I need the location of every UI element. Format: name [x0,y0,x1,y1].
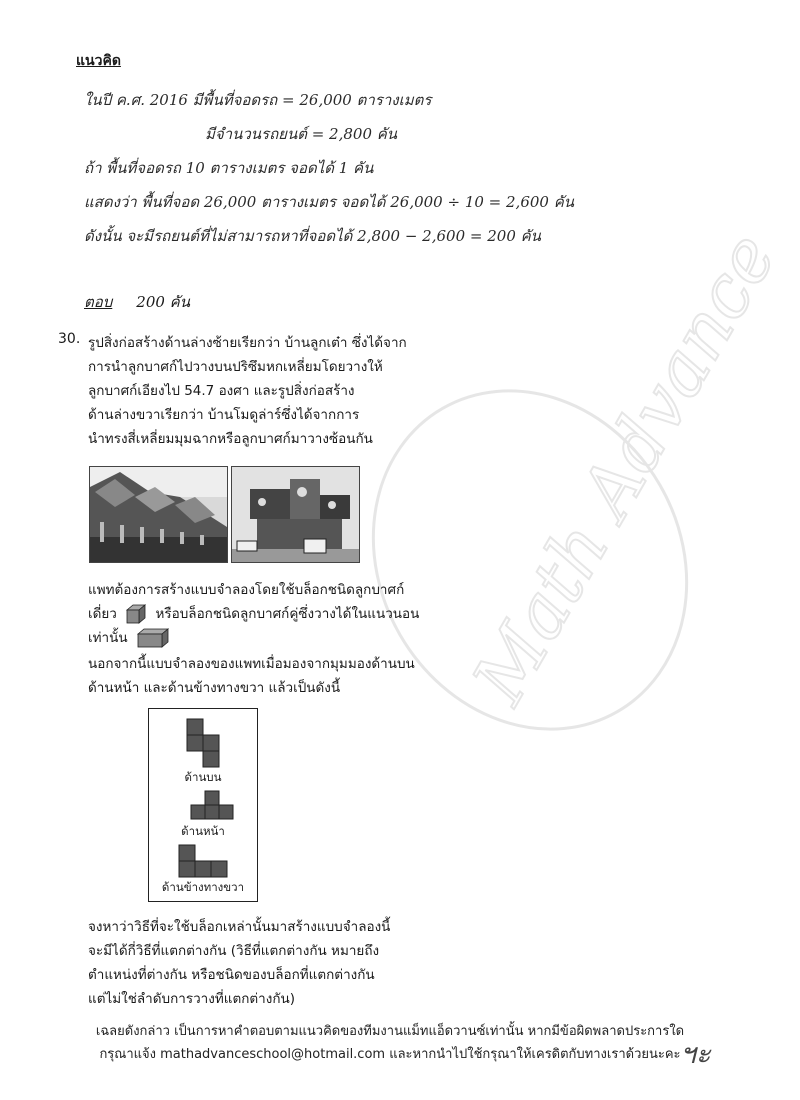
views-intro-line: ด้านหน้า และด้านข้างทางขวา แล้วเป็นดังนี้ [88,680,341,696]
solution-line: แสดงว่า พื้นที่จอด 26,000 ตารางเมตร จอดได้ 26,000 ÷ 10 = 2,600 คัน [84,193,575,211]
question-ask-line: แต่ไม่ใช่ลำดับการวางที่แตกต่างกัน) [88,991,296,1007]
solution-line: มีจำนวนรถยนต์ = 2,800 คัน [205,125,398,143]
front-view-caption: ด้านหน้า [181,824,225,838]
footer-note [70,1020,710,1066]
watermark-logo [360,219,793,750]
answer [84,290,190,314]
question-intro-line: ลูกบาศก์เอียงไป 54.7 องศา และรูปสิ่งก่อสร้าง [88,383,355,399]
footer-line: กรุณาแจ้ง mathadvanceschool@hotmail.com และหากนำไปใช้กรุณาให้เครดิตกับทางเราด้วยนะคะ [99,1047,681,1062]
block-line-2 [88,602,419,624]
block-line-3 [88,626,174,648]
right-view-figure [177,843,233,879]
answer-value: 200 คัน [136,293,190,311]
views-box [148,708,258,902]
footer-line: เฉลยดังกล่าว เป็นการหาคำตอบตามแนวคิดของทีมงานแม็ทแอ็ดวานซ์เท่านั้น หากมีข้อผิดพลาดประการใด [95,1024,685,1039]
answer-label: ตอบ [84,293,113,311]
top-view-figure [185,717,229,769]
top-view-caption: ด้านบน [184,770,222,784]
question-intro-line: นำทรงสี่เหลี่ยมมุมฉากหรือลูกบาศก์มาวางซ้อนกัน [88,431,373,447]
block-line: แพทต้องการสร้างแบบจำลองโดยใช้บล็อกชนิดลูกบาศก์ [88,582,405,598]
front-view-figure [189,789,237,825]
question-ask-line: ตำแหน่งที่ต่างกัน หรือชนิดของบล็อกที่แตกต่างกัน [88,967,375,983]
modular-house-photo [231,466,360,563]
single-cube-icon [125,604,147,624]
question-number: 30. [58,331,81,347]
question-ask-line: จงหาว่าวิธีที่จะใช้บล็อกเหล่านั้นมาสร้างแบบจำลองนี้ [88,919,391,935]
double-cube-icon [136,628,170,648]
watermark-text: Math Advance [456,219,793,717]
solution-line: ดังนั้น จะมีรถยนต์ที่ไม่สามารถหาที่จอดได้ 2,800 − 2,600 = 200 คัน [84,227,541,245]
block-double-label: หรือบล็อกชนิดลูกบาศก์คู่ซึ่งวางได้ในแนวนอน [155,606,420,622]
solution-line: ในปี ค.ศ. 2016 มีพื้นที่จอดรถ = 26,000 ตารางเมตร [84,91,432,109]
right-view-caption: ด้านข้างทางขวา [161,880,245,894]
solution-line: ถ้า พื้นที่จอดรถ 10 ตารางเมตร จอดได้ 1 คัน [84,159,374,177]
question-intro-line: รูปสิ่งก่อสร้างด้านล่างซ้ายเรียกว่า บ้านลูกเต๋า ซึ่งได้จาก [88,335,407,351]
question-intro-line: ด้านล่างขวาเรียกว่า บ้านโมดูล่าร์ซึ่งได้จากการ [88,407,360,423]
question-intro-line: การนำลูกบาศก์ไปวางบนปริซึมหกเหลี่ยมโดยวางให้ [88,359,383,375]
block-single-label: เดี่ยว [88,606,117,622]
cube-house-photo [89,466,228,563]
views-intro-line: นอกจากนี้แบบจำลองของแพทเมื่อมองจากมุมมองด้านบน [88,656,415,672]
solution-heading: แนวคิด [76,53,121,69]
page-mark: ฯะ [680,1037,711,1070]
question-ask-line: จะมีได้กี่วิธีที่แตกต่างกัน (วิธีที่แตกต่างกัน หมายถึง [88,943,380,959]
block-only-label: เท่านั้น [88,630,128,646]
